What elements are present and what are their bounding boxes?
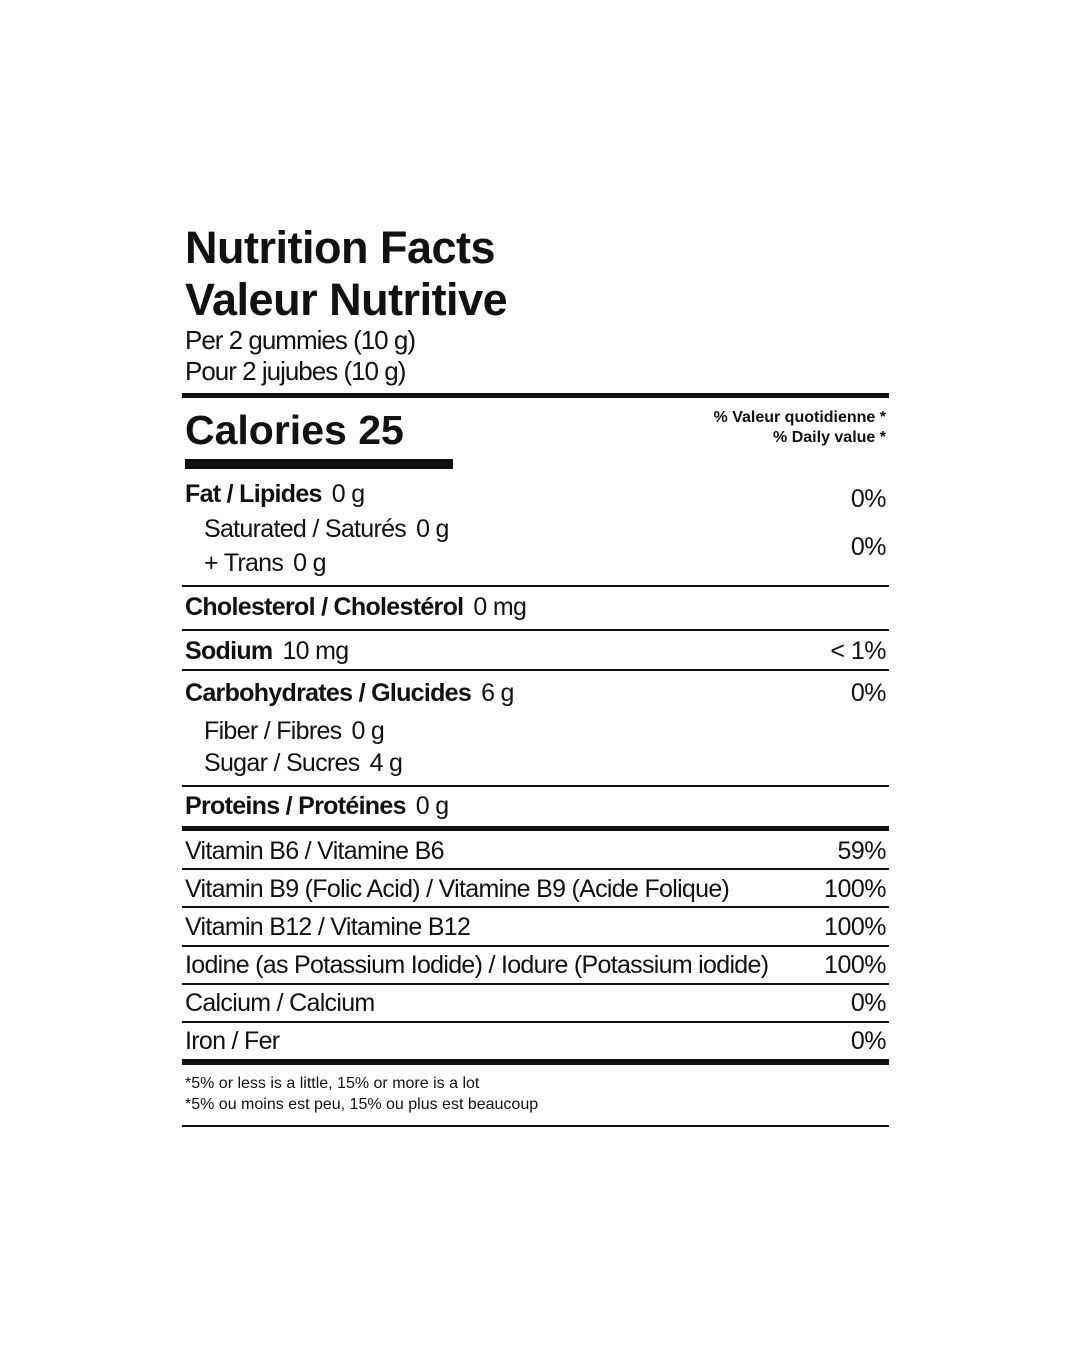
saturated-row [204,514,449,544]
title-french: Valeur Nutritive [185,274,508,325]
fat-label: Fat / Lipides [185,480,322,508]
divider-line [182,983,889,985]
cholesterol-label: Cholesterol / Cholestérol [185,593,464,621]
vitamin-b6-daily-value: 59% [837,837,886,865]
title-english: Nutrition Facts [185,222,496,273]
trans-label: + Trans [204,549,284,577]
carbohydrates-row [185,678,514,708]
fat-row [185,479,364,509]
sodium-row [185,636,348,666]
fiber-label: Fiber / Fibres [204,717,342,745]
fat-amount: 0 g [331,480,365,508]
vitamin-b12-label: Vitamin B12 / Vitamine B12 [185,913,471,941]
sugar-label: Sugar / Sucres [204,749,360,777]
divider-line [182,669,889,671]
divider-line [182,585,889,587]
daily-value-header-english: % Daily value * [773,429,886,446]
trans-row [204,548,326,578]
calcium-label: Calcium / Calcium [185,989,375,1017]
carbohydrates-daily-value: 0% [850,679,886,707]
sodium-daily-value: < 1% [830,637,886,665]
serving-size-english: Per 2 gummies (10 g) [185,325,415,355]
vitamin-b12-daily-value: 100% [824,913,886,941]
sugar-amount: 4 g [369,749,403,777]
serving-size-french: Pour 2 jujubes (10 g) [185,356,406,386]
divider-line [182,785,889,787]
sugar-row [204,748,402,778]
divider-line [182,868,889,870]
vitamin-b9-daily-value: 100% [824,875,886,903]
vitamin-b9-label: Vitamin B9 (Folic Acid) / Vitamine B9 (Acide Folique) [185,875,730,903]
daily-value-header-french: % Valeur quotidienne * [713,409,886,426]
calories-bar [185,459,453,469]
carbohydrates-label: Carbohydrates / Glucides [185,679,472,707]
saturated-trans-daily-value: 0% [850,533,886,561]
calories-heading: Calories 25 [185,407,404,453]
cholesterol-amount: 0 mg [473,593,527,621]
divider-line [182,629,889,631]
saturated-label: Saturated / Saturés [204,515,407,543]
fiber-amount: 0 g [351,717,385,745]
iodine-label: Iodine (as Potassium Iodide) / Iodure (Potassium iodide) [185,951,769,979]
vitamin-b6-label: Vitamin B6 / Vitamine B6 [185,837,444,865]
footnote-french: *5% ou moins est peu, 15% ou plus est beaucoup [185,1096,539,1113]
divider-line [182,945,889,947]
fat-daily-value: 0% [850,485,886,513]
cholesterol-row [185,592,526,622]
footnote-english: *5% or less is a little, 15% or more is a lot [185,1075,480,1092]
calcium-daily-value: 0% [850,989,886,1017]
saturated-amount: 0 g [416,515,449,543]
fiber-row [204,716,384,746]
divider-line [182,1021,889,1023]
divider-line [182,906,889,908]
proteins-label: Proteins / Protéines [185,792,406,820]
proteins-row [185,791,448,821]
sodium-label: Sodium [185,637,273,665]
bottom-border [182,1125,889,1127]
carbohydrates-amount: 6 g [481,679,514,707]
proteins-amount: 0 g [415,792,449,820]
iodine-daily-value: 100% [824,951,886,979]
footnote-divider [182,1059,889,1065]
serving-divider [182,393,889,398]
iron-daily-value: 0% [850,1027,886,1055]
trans-amount: 0 g [293,549,326,577]
sodium-amount: 10 mg [282,637,349,665]
iron-label: Iron / Fer [185,1027,280,1055]
vitamins-divider [182,826,889,831]
